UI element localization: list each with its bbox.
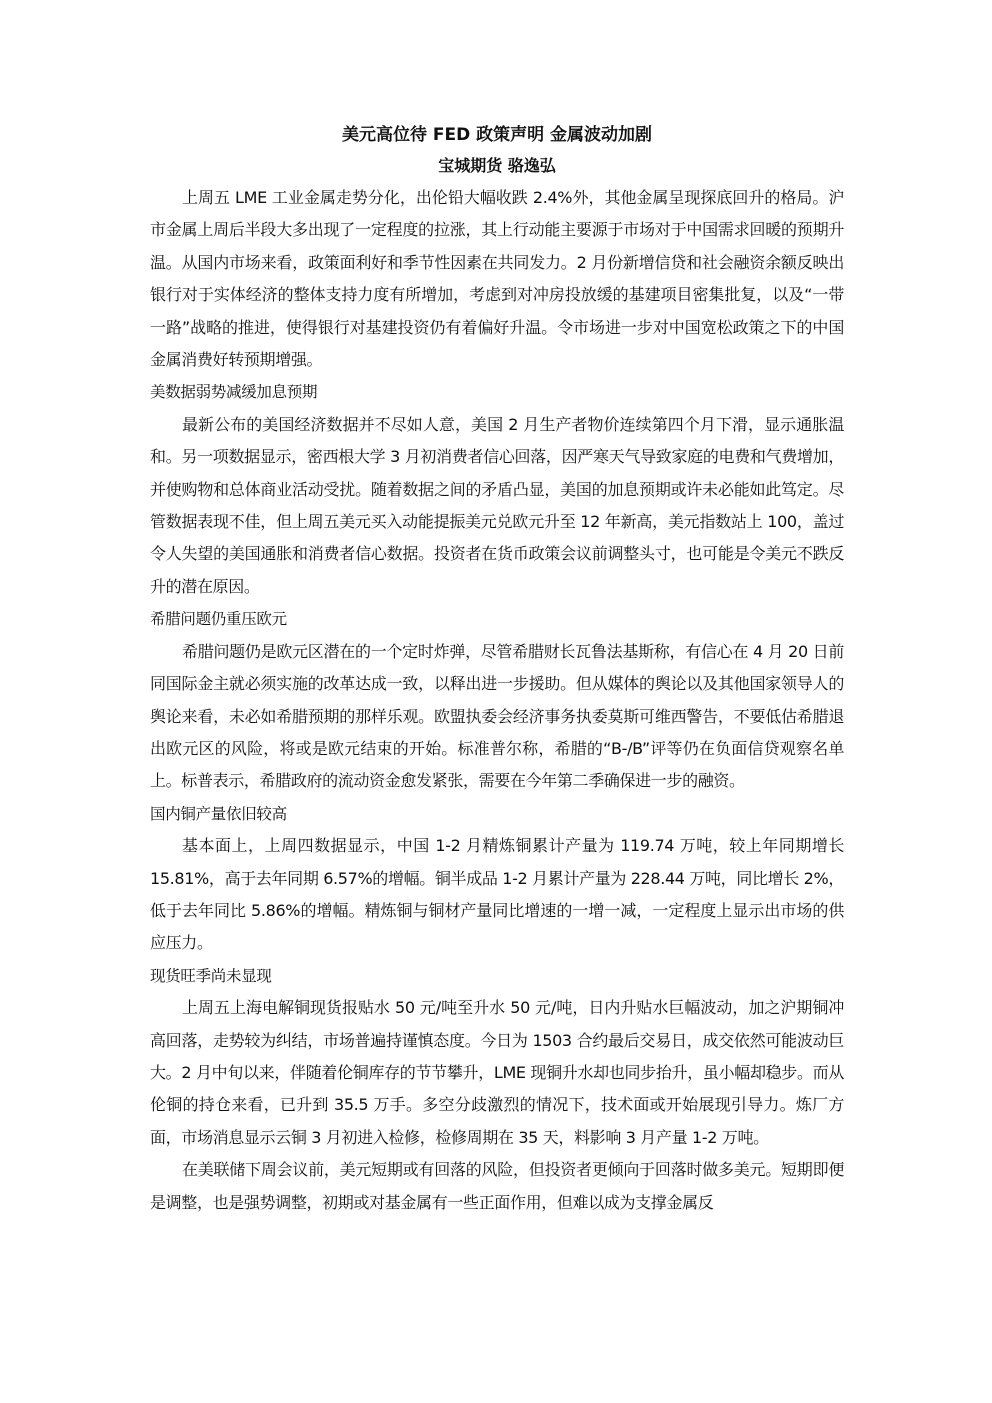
paragraph-intro: 上周五 LME 工业金属走势分化，出伦铅大幅收跌 2.4%外，其他金属呈现探底回升的格局。沪市金属上周后半段大多出现了一定程度的拉涨，其上行动能主要源于市场对于中国需求回暖的预期升温。从国内市场来看，政策面利好和季节性因素在共同发力。2 月份新增信贷和社会融资余额反映出银行对于实体经济的整体支持力度有所增加，考虑到对冲房投放缓的基建项目密集批复，以及“一带一路”战略的推进，使得银行对基建投资仍有着偏好升温。令市场进一步对中国宽松政策之下的中国金属消费好转预期增强。 (150, 188, 844, 370)
article-title: 美元高位待 FED 政策声明 金属波动加剧 (341, 125, 653, 145)
paragraph-outlook: 在美联储下周会议前，美元短期或有回落的风险，但投资者更倾向于回落时做多美元。短期即便是调整，也是强势调整，初期或对基金属有一些正面作用，但难以成为支撑金属反 (150, 1160, 844, 1212)
paragraph-spot-season: 上周五上海电解铜现货报贴水 50 元/吨至升水 50 元/吨，日内升贴水巨幅波动，加之沪期铜冲高回落，走势较为纠结，市场普遍持谨慎态度。今日为 1503 合约最后交易日，成交依然可能波动巨大。2 月中旬以来，伴随着伦铜库存的节节攀升，LME 现铜升水却也同步抬升，虽小幅却稳步。而从伦铜的持仓来看，已升到 35.5 万手。多空分歧激烈的情况下，技术面或开始展现引导力。炼厂方面，市场消息显示云铜 3 月初进入检修，检修周期在 35 天，料影响 3 月产量 1-2 万吨。 (150, 998, 844, 1147)
section-heading-greece: 希腊问题仍重压欧元 (150, 610, 287, 629)
section-heading-us-data: 美数据弱势减缓加息预期 (150, 383, 318, 402)
article-author: 宝城期货 骆逸弘 (438, 156, 556, 175)
paragraph-us-data: 最新公布的美国经济数据并不尽如人意，美国 2 月生产者物价连续第四个月下滑，显示通胀温和。另一项数据显示，密西根大学 3 月初消费者信心回落，因严寒天气导致家庭的电费和气费增加，并使购物和总体商业活动受扰。随着数据之间的矛盾凸显，美国的加息预期或许未必能如此笃定。尽管数据表现不佳，但上周五美元买入动能提振美元兑欧元升至 12 年新高，美元指数站上 100，盖过令人失望的美国通胀和消费者信心数据。投资者在货币政策会议前调整头寸，也可能是令美元不跌反升的潜在原因。 (150, 414, 844, 596)
paragraph-copper-output: 基本面上，上周四数据显示，中国 1-2 月精炼铜累计产量为 119.74 万吨，较上年同期增长 15.81%，高于去年同期 6.57%的增幅。铜半成品 1-2 月累计产量为 228.44 万吨，同比增长 2%，低于去年同比 5.86%的增幅。精炼铜与铜材产量同比增速的一增一减，一定程度上显示出市场的供应压力。 (150, 836, 844, 953)
section-heading-spot-season: 现货旺季尚未显现 (150, 966, 272, 985)
document-page (150, 118, 844, 1219)
paragraph-greece: 希腊问题仍是欧元区潜在的一个定时炸弹，尽管希腊财长瓦鲁法基斯称，有信心在 4 月 20 日前同国际金主就必须实施的改革达成一致，以释出进一步援助。但从媒体的舆论以及其他国家领导人的舆论来看，未必如希腊预期的那样乐观。欧盟执委会经济事务执委莫斯可维西警告，不要低估希腊退出欧元区的风险，将或是欧元结束的开始。标准普尔称，希腊的“B-/B”评等仍在负面信贷观察名单上。标普表示，希腊政府的流动资金愈发紧张，需要在今年第二季确保进一步的融资。 (150, 641, 844, 791)
section-heading-copper-output: 国内铜产量依旧较高 (150, 804, 287, 823)
